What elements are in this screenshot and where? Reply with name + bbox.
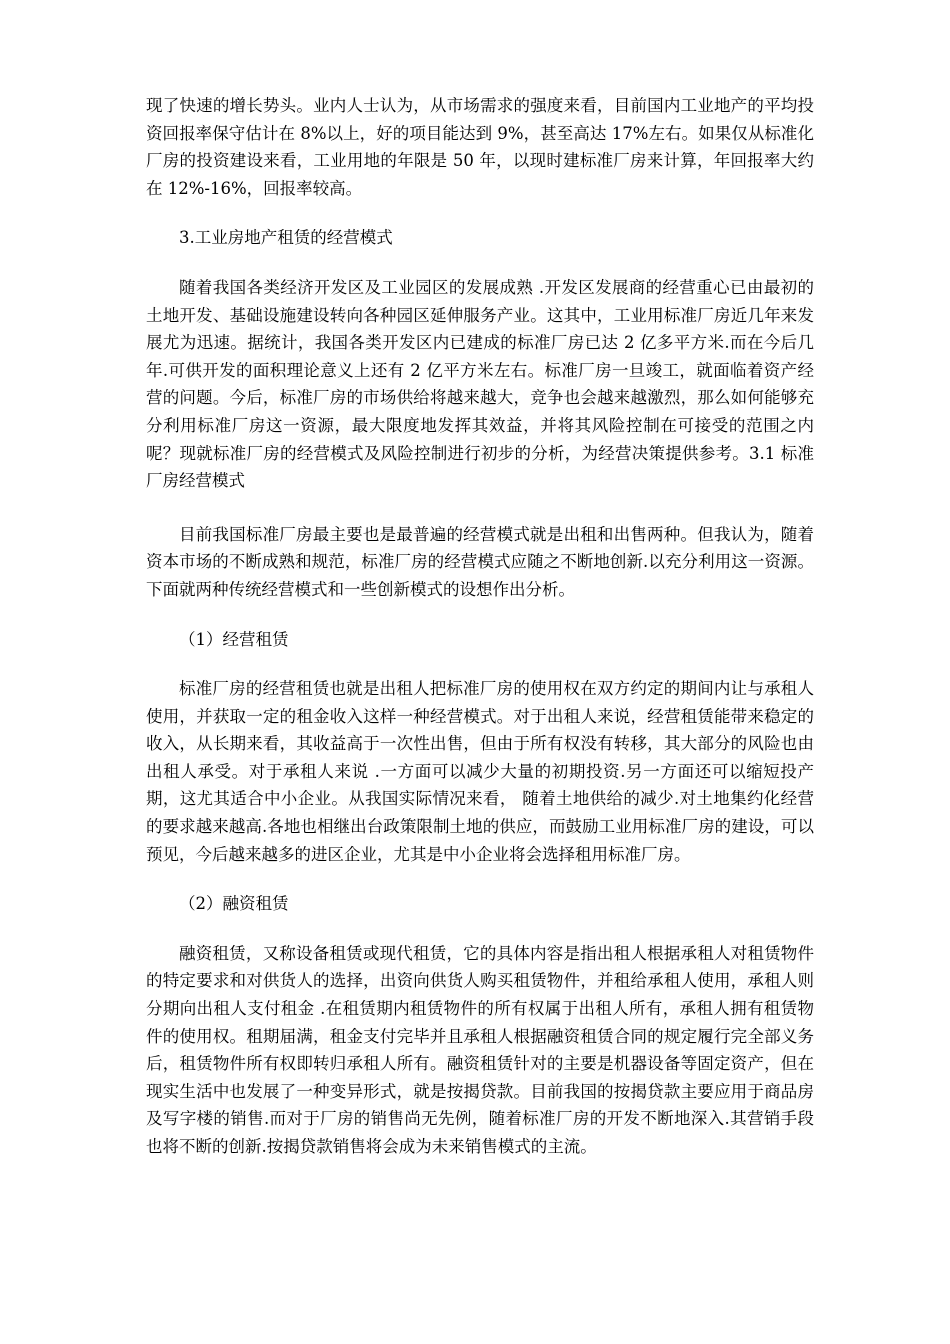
subheading-finance-lease: （2）融资租赁 bbox=[179, 894, 289, 914]
section-heading-leasing-modes: 3.工业房地产租赁的经营模式 bbox=[179, 228, 393, 248]
subheading-operating-lease: （1）经营租赁 bbox=[179, 629, 289, 649]
paragraph-business-modes: 目前我国标准厂房最主要也是最普遍的经营模式就是出租和出售两种。但我认为，随着资本市场的不断成熟和规范，标准厂房的经营模式应随之不断地创新.以充分利用这一资源。下面就两种传统经营模式和一些创新模式的设想作出分析。 bbox=[146, 524, 814, 599]
paragraph-development-overview: 随着我国各类经济开发区及工业园区的发展成熟 .开发区发展商的经营重心已由最初的土地开发、基础设施建设转向各种园区延伸服务产业。这其中，工业用标准厂房近几年来发展尤为迅速。据统计，我国各类开发区内已建成的标准厂房已达 2 亿多平方米.而在今后几年.可供开发的面积理论意义上还有 2 亿平方米左右。标准厂房一旦竣工，就面临着资产经营的问题。今后，标准厂房的市场供给将越来越大，竞争也会越来越激烈，那么如何能够充分利用标准厂房这一资源，最大限度地发挥其效益，并将其风险控制在可接受的范围之内呢？现就标准厂房的经营模式及风险控制进行初步的分析，为经营决策提供参考。3.1 标准厂房经营模式 bbox=[146, 277, 814, 491]
paragraph-investment-return: 现了快速的增长势头。业内人士认为，从市场需求的强度来看，目前国内工业地产的平均投资回报率保守估计在 8%以上，好的项目能达到 9%，甚至高达 17%左右。如果仅从标准化厂房的投资建设来看，工业用地的年限是 50 年，以现时建标准厂房来计算，年回报率大约在 12%-16%，回报率较高。 bbox=[146, 96, 814, 198]
paragraph-operating-lease: 标准厂房的经营租赁也就是出租人把标准厂房的使用权在双方约定的期间内让与承租人使用，并获取一定的租金收入这样一种经营模式。对于出租人来说，经营租赁能带来稳定的收入，从长期来看，其收益高于一次性出售，但由于所有权没有转移，其大部分的风险也由出租人承受。对于承租人来说 .一方面可以减少大量的初期投资.另一方面还可以缩短投产期，这尤其适合中小企业。从我国实际情况来看， 随着土地供给的减少.对土地集约化经营的要求越来越高.各地也相继出台政策限制土地的供应，而鼓励工业用标准厂房的建设，可以预见，今后越来越多的进区企业，尤其是中小企业将会选择租用标准厂房。 bbox=[146, 679, 814, 864]
paragraph-finance-lease: 融资租赁，又称设备租赁或现代租赁，它的具体内容是指出租人根据承租人对租赁物件的特定要求和对供货人的选择，出资向供货人购买租赁物件，并租给承租人使用，承租人则分期向出租人支付租金 .在租赁期内租赁物件的所有权属于出租人所有，承租人拥有租赁物件的使用权。租期届满，租金支付完毕并且承租人根据融资租赁合同的规定履行完全部义务后，租赁物件所有权即转归承租人所有。融资租赁针对的主要是机器设备等固定资产，但在现实生活中也发展了一种变异形式，就是按揭贷款。目前我国的按揭贷款主要应用于商品房及写字楼的销售.而对于厂房的销售尚无先例，随着标准厂房的开发不断地深入.其营销手段也将不断的创新.按揭贷款销售将会成为未来销售模式的主流。 bbox=[146, 943, 814, 1156]
document-page bbox=[146, 92, 814, 1161]
